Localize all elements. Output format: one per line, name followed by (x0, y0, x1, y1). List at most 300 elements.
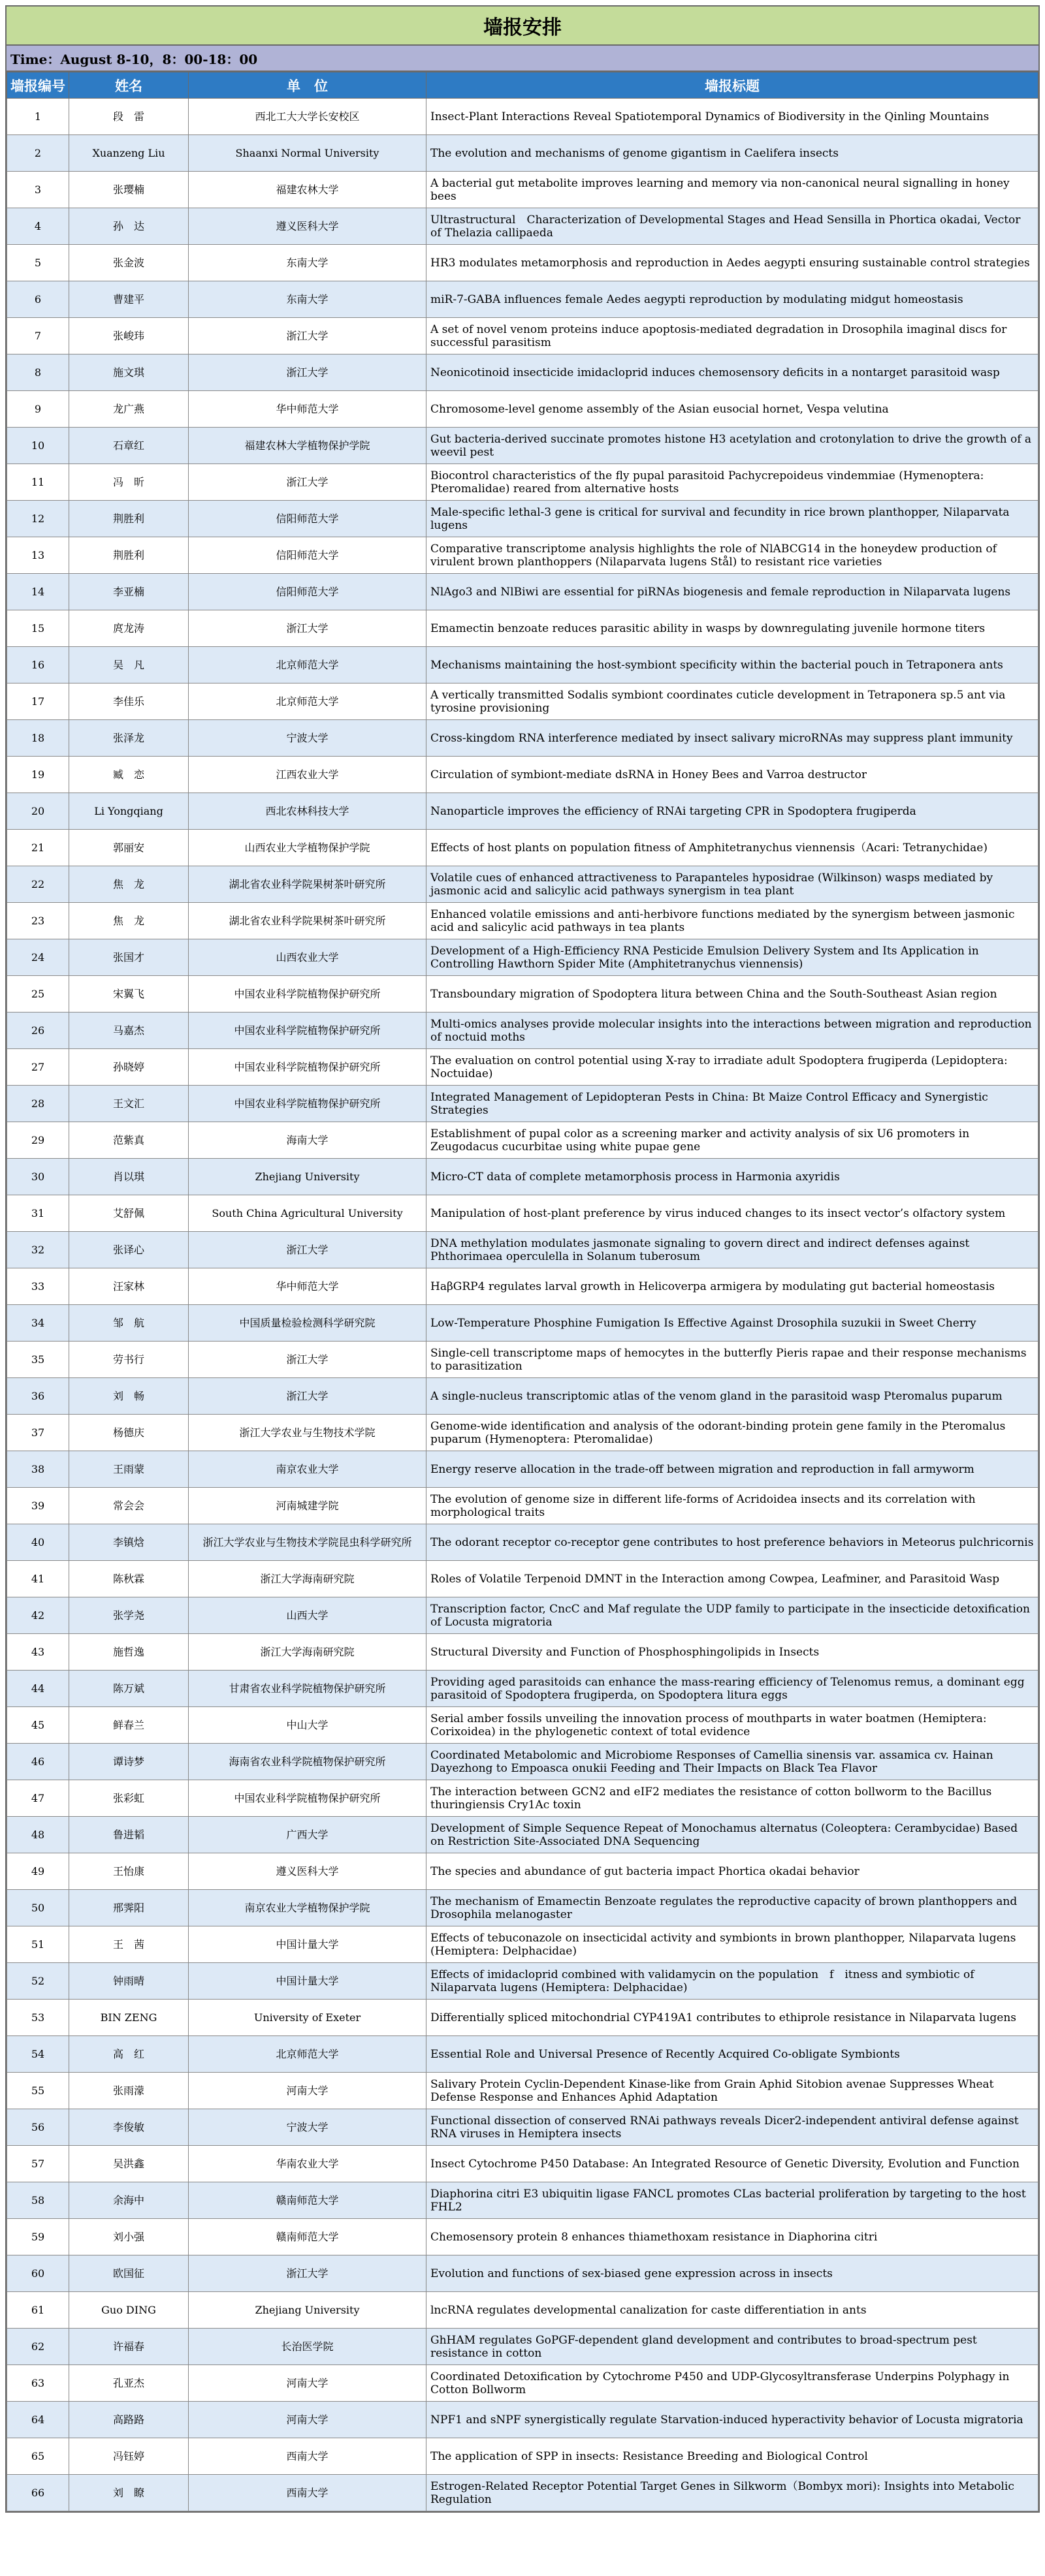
poster-title-cell: Development of a High-Efficiency RNA Pesticide Emulsion Delivery System and Its Application in Controlling Hawthorn Spider Mite (Amphitetranychus viennensis) (426, 939, 1038, 976)
institution-cell: 华中师范大学 (189, 1268, 426, 1305)
institution-cell: 长治医学院 (189, 2329, 426, 2365)
poster-number-cell: 23 (7, 903, 69, 939)
presenter-name-cell: 庹龙涛 (69, 610, 189, 647)
poster-title-cell: Effects of host plants on population fitness of Amphitetranychus viennensis（Acari: Tetranychidae) (426, 830, 1038, 866)
poster-title-cell: The species and abundance of gut bacteria impact Phortica okadai behavior (426, 1853, 1038, 1890)
presenter-name-cell: 施哲逸 (69, 1634, 189, 1671)
presenter-name-cell: 杨德庆 (69, 1415, 189, 1451)
institution-cell: 江西农业大学 (189, 757, 426, 793)
table-row (7, 610, 1038, 647)
institution-cell: 西北农林科技大学 (189, 793, 426, 830)
institution-cell: 浙江大学 (189, 610, 426, 647)
presenter-name-cell: 焦 龙 (69, 866, 189, 903)
poster-title-cell: Nanoparticle improves the efficiency of RNAi targeting CPR in Spodoptera frugiperda (426, 793, 1038, 830)
presenter-name-cell: 冯钰婷 (69, 2438, 189, 2475)
poster-title-cell: HR3 modulates metamorphosis and reproduction in Aedes aegypti ensuring sustainable control strategies (426, 245, 1038, 281)
table-row (7, 1415, 1038, 1451)
table-row (7, 1159, 1038, 1195)
institution-cell: Shaanxi Normal University (189, 135, 426, 172)
table-row (7, 1122, 1038, 1159)
presenter-name-cell: 张译心 (69, 1232, 189, 1268)
presenter-name-cell: 范紫真 (69, 1122, 189, 1159)
poster-title-cell: A bacterial gut metabolite improves learning and memory via non-canonical neural signalling in honey bees (426, 172, 1038, 208)
table-row (7, 1378, 1038, 1415)
table-row (7, 1195, 1038, 1232)
poster-number-cell: 8 (7, 354, 69, 391)
poster-title-cell: NlAgo3 and NlBiwi are essential for piRNAs biogenesis and female reproduction in Nilaparvata lugens (426, 574, 1038, 610)
institution-cell: 中国计量大学 (189, 1926, 426, 1963)
institution-cell: 浙江大学海南研究院 (189, 1634, 426, 1671)
table-row (7, 1342, 1038, 1378)
table-body (7, 99, 1038, 2511)
table-row (7, 428, 1038, 464)
poster-number-cell: 20 (7, 793, 69, 830)
institution-cell: 山西大学 (189, 1597, 426, 1634)
presenter-name-cell: 段 雷 (69, 99, 189, 135)
institution-cell: 福建农林大学 (189, 172, 426, 208)
poster-title-cell: Structural Diversity and Function of Phosphosphingolipids in Insects (426, 1634, 1038, 1671)
presenter-name-cell: 汪家林 (69, 1268, 189, 1305)
time-info: Time：August 8-10，8：00-18：00 (7, 46, 1038, 72)
poster-number-cell: 34 (7, 1305, 69, 1342)
poster-title-cell: NPF1 and sNPF synergistically regulate Starvation-induced hyperactivity behavior of Locusta migratoria (426, 2402, 1038, 2438)
presenter-name-cell: 张国才 (69, 939, 189, 976)
presenter-name-cell: 孔亚杰 (69, 2365, 189, 2402)
presenter-name-cell: 石章红 (69, 428, 189, 464)
presenter-name-cell: 冯 昕 (69, 464, 189, 501)
header-name: 姓名 (69, 72, 189, 99)
presenter-name-cell: 张泽龙 (69, 720, 189, 757)
presenter-name-cell: 曹建平 (69, 281, 189, 318)
poster-title-cell: Development of Simple Sequence Repeat of Monochamus alternatus (Coleoptera: Cerambycidae) Based on Restriction Site-Associated DNA Sequencing (426, 1817, 1038, 1853)
table-row (7, 2365, 1038, 2402)
institution-cell: 海南大学 (189, 1122, 426, 1159)
presenter-name-cell: 余海中 (69, 2182, 189, 2219)
poster-number-cell: 63 (7, 2365, 69, 2402)
poster-title-cell: DNA methylation modulates jasmonate signaling to govern direct and indirect defenses against Phthorimaea operculella in Solanum tuberosum (426, 1232, 1038, 1268)
table-row (7, 1086, 1038, 1122)
poster-number-cell: 5 (7, 245, 69, 281)
poster-number-cell: 44 (7, 1671, 69, 1707)
poster-title-cell: Genome-wide identification and analysis of the odorant-binding protein gene family in the Pteromalus puparum (Hymenoptera: Pteromalidae) (426, 1415, 1038, 1451)
presenter-name-cell: Li Yongqiang (69, 793, 189, 830)
institution-cell: Zhejiang University (189, 2292, 426, 2329)
poster-title-cell: The mechanism of Emamectin Benzoate regulates the reproductive capacity of brown planthoppers and Drosophila melanogaster (426, 1890, 1038, 1926)
poster-number-cell: 3 (7, 172, 69, 208)
poster-number-cell: 13 (7, 537, 69, 574)
poster-title-cell: Circulation of symbiont-mediate dsRNA in Honey Bees and Varroa destructor (426, 757, 1038, 793)
poster-number-cell: 9 (7, 391, 69, 428)
presenter-name-cell: 李亚楠 (69, 574, 189, 610)
poster-title-cell: Roles of Volatile Terpenoid DMNT in the Interaction among Cowpea, Leafminer, and Parasitoid Wasp (426, 1561, 1038, 1597)
poster-number-cell: 50 (7, 1890, 69, 1926)
institution-cell: 河南大学 (189, 2402, 426, 2438)
presenter-name-cell: 吴洪鑫 (69, 2146, 189, 2182)
poster-title-cell: Single-cell transcriptome maps of hemocytes in the butterfly Pieris rapae and their response mechanisms to parasitization (426, 1342, 1038, 1378)
poster-number-cell: 52 (7, 1963, 69, 2000)
institution-cell: 湖北省农业科学院果树茶叶研究所 (189, 866, 426, 903)
table-row (7, 99, 1038, 135)
presenter-name-cell: 王 茜 (69, 1926, 189, 1963)
table-row (7, 1451, 1038, 1488)
institution-cell: 北京师范大学 (189, 647, 426, 683)
header-institution: 单 位 (189, 72, 426, 99)
presenter-name-cell: 艾舒佩 (69, 1195, 189, 1232)
poster-number-cell: 24 (7, 939, 69, 976)
table-row (7, 2475, 1038, 2511)
institution-cell: 信阳师范大学 (189, 501, 426, 537)
poster-number-cell: 49 (7, 1853, 69, 1890)
poster-number-cell: 65 (7, 2438, 69, 2475)
poster-title-cell: Salivary Protein Cyclin-Dependent Kinase-like from Grain Aphid Sitobion avenae Suppresses Wheat Defense Response and Enhances Aphid Adaptation (426, 2073, 1038, 2109)
institution-cell: Zhejiang University (189, 1159, 426, 1195)
poster-title-cell: Enhanced volatile emissions and anti-herbivore functions mediated by the synergism between jasmonic acid and salicylic acid pathways in tea plants (426, 903, 1038, 939)
poster-title-cell: Differentially spliced mitochondrial CYP419A1 contributes to ethiprole resistance in Nilaparvata lugens (426, 2000, 1038, 2036)
poster-number-cell: 12 (7, 501, 69, 537)
presenter-name-cell: 孙晓婷 (69, 1049, 189, 1086)
poster-number-cell: 33 (7, 1268, 69, 1305)
poster-title-cell: Gut bacteria-derived succinate promotes histone H3 acetylation and crotonylation to drive the growth of a weevil pest (426, 428, 1038, 464)
poster-number-cell: 27 (7, 1049, 69, 1086)
presenter-name-cell: 王文汇 (69, 1086, 189, 1122)
presenter-name-cell: 陈万斌 (69, 1671, 189, 1707)
poster-title-cell: Transcription factor, CncC and Maf regulate the UDP family to participate in the insecticide detoxification of Locusta migratoria (426, 1597, 1038, 1634)
table-row (7, 1232, 1038, 1268)
poster-title-cell: The interaction between GCN2 and eIF2 mediates the resistance of cotton bollworm to the Bacillus thuringiensis Cry1Ac toxin (426, 1780, 1038, 1817)
poster-title-cell: Coordinated Detoxification by Cytochrome P450 and UDP-Glycosyltransferase Underpins Polyphagy in Cotton Bollworm (426, 2365, 1038, 2402)
table-row (7, 2000, 1038, 2036)
poster-number-cell: 35 (7, 1342, 69, 1378)
institution-cell: 宁波大学 (189, 2109, 426, 2146)
poster-title-cell: HaβGRP4 regulates larval growth in Helicoverpa armigera by modulating gut bacterial homeostasis (426, 1268, 1038, 1305)
table-row (7, 281, 1038, 318)
table-row (7, 939, 1038, 976)
poster-number-cell: 51 (7, 1926, 69, 1963)
poster-number-cell: 6 (7, 281, 69, 318)
table-row (7, 2438, 1038, 2475)
institution-cell: 山西农业大学 (189, 939, 426, 976)
poster-number-cell: 17 (7, 683, 69, 720)
table-row (7, 757, 1038, 793)
poster-number-cell: 22 (7, 866, 69, 903)
table-row (7, 2402, 1038, 2438)
table-row (7, 2036, 1038, 2073)
table-row (7, 1561, 1038, 1597)
institution-cell: 南京农业大学 (189, 1451, 426, 1488)
presenter-name-cell: 高 红 (69, 2036, 189, 2073)
presenter-name-cell: 郭丽安 (69, 830, 189, 866)
institution-cell: 西南大学 (189, 2438, 426, 2475)
institution-cell: 南京农业大学植物保护学院 (189, 1890, 426, 1926)
table-row (7, 318, 1038, 354)
table-row (7, 1744, 1038, 1780)
table-row (7, 683, 1038, 720)
table-row (7, 2182, 1038, 2219)
table-row (7, 1853, 1038, 1890)
institution-cell: 浙江大学 (189, 1378, 426, 1415)
table-row (7, 903, 1038, 939)
poster-number-cell: 46 (7, 1744, 69, 1780)
presenter-name-cell: 邢霁阳 (69, 1890, 189, 1926)
table-row (7, 1049, 1038, 1086)
institution-cell: 山西农业大学植物保护学院 (189, 830, 426, 866)
table-row (7, 1597, 1038, 1634)
institution-cell: 赣南师范大学 (189, 2219, 426, 2255)
institution-cell: 河南大学 (189, 2073, 426, 2109)
institution-cell: 北京师范大学 (189, 2036, 426, 2073)
poster-title-cell: Cross-kingdom RNA interference mediated by insect salivary microRNAs may suppress plant immunity (426, 720, 1038, 757)
presenter-name-cell: 张雨濛 (69, 2073, 189, 2109)
table-row (7, 391, 1038, 428)
table-row (7, 1707, 1038, 1744)
poster-schedule (5, 5, 1040, 2513)
poster-title-cell: Male-specific lethal-3 gene is critical for survival and fecundity in rice brown planthopper, Nilaparvata lugens (426, 501, 1038, 537)
presenter-name-cell: 孙 达 (69, 208, 189, 245)
institution-cell: 甘肃省农业科学院植物保护研究所 (189, 1671, 426, 1707)
poster-number-cell: 55 (7, 2073, 69, 2109)
presenter-name-cell: 肖以琪 (69, 1159, 189, 1195)
table-row (7, 1963, 1038, 2000)
presenter-name-cell: Xuanzeng Liu (69, 135, 189, 172)
institution-cell: 广西大学 (189, 1817, 426, 1853)
poster-number-cell: 39 (7, 1488, 69, 1524)
poster-title-cell: Effects of tebuconazole on insecticidal activity and symbionts in brown planthopper, Nilaparvata lugens (Hemiptera: Delphacidae) (426, 1926, 1038, 1963)
table-row (7, 1268, 1038, 1305)
poster-title-cell: Serial amber fossils unveiling the innovation process of mouthparts in water boatmen (Hemiptera: Corixoidea) in the phylogenetic context of total evidence (426, 1707, 1038, 1744)
institution-cell: 中国农业科学院植物保护研究所 (189, 1049, 426, 1086)
poster-number-cell: 21 (7, 830, 69, 866)
institution-cell: South China Agricultural University (189, 1195, 426, 1232)
table-row (7, 1780, 1038, 1817)
poster-number-cell: 36 (7, 1378, 69, 1415)
table-row (7, 2255, 1038, 2292)
poster-number-cell: 64 (7, 2402, 69, 2438)
institution-cell: 浙江大学农业与生物技术学院 (189, 1415, 426, 1451)
poster-number-cell: 54 (7, 2036, 69, 2073)
presenter-name-cell: 王雨蒙 (69, 1451, 189, 1488)
poster-number-cell: 45 (7, 1707, 69, 1744)
presenter-name-cell: 谭诗梦 (69, 1744, 189, 1780)
poster-number-cell: 38 (7, 1451, 69, 1488)
presenter-name-cell: 钟雨晴 (69, 1963, 189, 2000)
institution-cell: 中国质量检验检测科学研究院 (189, 1305, 426, 1342)
presenter-name-cell: 李镇焓 (69, 1524, 189, 1561)
table-row (7, 464, 1038, 501)
poster-number-cell: 62 (7, 2329, 69, 2365)
institution-cell: 河南大学 (189, 2365, 426, 2402)
institution-cell: 西南大学 (189, 2475, 426, 2511)
institution-cell: 湖北省农业科学院果树茶叶研究所 (189, 903, 426, 939)
institution-cell: 浙江大学 (189, 318, 426, 354)
institution-cell: 中国计量大学 (189, 1963, 426, 2000)
poster-number-cell: 41 (7, 1561, 69, 1597)
poster-number-cell: 18 (7, 720, 69, 757)
poster-title-cell: Insect-Plant Interactions Reveal Spatiotemporal Dynamics of Biodiversity in the Qinling Mountains (426, 99, 1038, 135)
poster-number-cell: 40 (7, 1524, 69, 1561)
table-row (7, 2219, 1038, 2255)
table-row (7, 1671, 1038, 1707)
presenter-name-cell: 宋翼飞 (69, 976, 189, 1013)
presenter-name-cell: 龙广燕 (69, 391, 189, 428)
poster-title-cell: Effects of imidacloprid combined with validamycin on the population f itness and symbiotic of Nilaparvata lugens (Hemiptera: Delphacidae) (426, 1963, 1038, 2000)
institution-cell: 宁波大学 (189, 720, 426, 757)
institution-cell: 浙江大学 (189, 2255, 426, 2292)
table-header-row (7, 72, 1038, 99)
poster-title-cell: The evolution of genome size in different life-forms of Acridoidea insects and its correlation with morphological traits (426, 1488, 1038, 1524)
presenter-name-cell: 张金波 (69, 245, 189, 281)
poster-title-cell: The evolution and mechanisms of genome gigantism in Caelifera insects (426, 135, 1038, 172)
institution-cell: 海南省农业科学院植物保护研究所 (189, 1744, 426, 1780)
presenter-name-cell: 施文琪 (69, 354, 189, 391)
institution-cell: 中国农业科学院植物保护研究所 (189, 976, 426, 1013)
poster-title-cell: Neonicotinoid insecticide imidacloprid induces chemosensory deficits in a nontarget parasitoid wasp (426, 354, 1038, 391)
poster-title-cell: lncRNA regulates developmental canalization for caste differentiation in ants (426, 2292, 1038, 2329)
institution-cell: 东南大学 (189, 245, 426, 281)
poster-title-cell: Establishment of pupal color as a screening marker and activity analysis of six U6 promoters in Zeugodacus cucurbitae using white pupae gene (426, 1122, 1038, 1159)
institution-cell: 赣南师范大学 (189, 2182, 426, 2219)
poster-number-cell: 29 (7, 1122, 69, 1159)
poster-number-cell: 19 (7, 757, 69, 793)
presenter-name-cell: 臧 恋 (69, 757, 189, 793)
presenter-name-cell: 许福春 (69, 2329, 189, 2365)
poster-number-cell: 31 (7, 1195, 69, 1232)
poster-number-cell: 14 (7, 574, 69, 610)
poster-title-cell: A set of novel venom proteins induce apoptosis-mediated degradation in Drosophila imaginal discs for successful parasitism (426, 318, 1038, 354)
table-row (7, 830, 1038, 866)
poster-title-cell: GhHAM regulates GoPGF-dependent gland development and contributes to broad-spectrum pest resistance in cotton (426, 2329, 1038, 2365)
poster-number-cell: 28 (7, 1086, 69, 1122)
institution-cell: University of Exeter (189, 2000, 426, 2036)
table-row (7, 2109, 1038, 2146)
poster-title-cell: Ultrastructural Characterization of Developmental Stages and Head Sensilla in Phortica okadai, Vector of Thelazia callipaeda (426, 208, 1038, 245)
table-row (7, 866, 1038, 903)
poster-number-cell: 2 (7, 135, 69, 172)
poster-title-cell: Volatile cues of enhanced attractiveness to Parapanteles hyposidrae (Wilkinson) wasps mediated by jasmonic acid and salicylic acid pathways synergism in tea plant (426, 866, 1038, 903)
presenter-name-cell: BIN ZENG (69, 2000, 189, 2036)
presenter-name-cell: 鲜春兰 (69, 1707, 189, 1744)
poster-title-cell: Multi-omics analyses provide molecular insights into the interactions between migration and reproduction of noctuid moths (426, 1013, 1038, 1049)
institution-cell: 浙江大学农业与生物技术学院昆虫科学研究所 (189, 1524, 426, 1561)
institution-cell: 浙江大学 (189, 354, 426, 391)
page-title: 墙报安排 (7, 7, 1038, 46)
presenter-name-cell: 荆胜利 (69, 537, 189, 574)
poster-title-cell: The application of SPP in insects: Resistance Breeding and Biological Control (426, 2438, 1038, 2475)
table-row (7, 1890, 1038, 1926)
presenter-name-cell: 吴 凡 (69, 647, 189, 683)
institution-cell: 信阳师范大学 (189, 537, 426, 574)
institution-cell: 西北工大大学长安校区 (189, 99, 426, 135)
institution-cell: 中国农业科学院植物保护研究所 (189, 1780, 426, 1817)
institution-cell: 福建农林大学植物保护学院 (189, 428, 426, 464)
poster-title-cell: Providing aged parasitoids can enhance the mass-rearing efficiency of Telenomus remus, a dominant egg parasitoid of Spodoptera frugiperda, on Spodoptera litura eggs (426, 1671, 1038, 1707)
presenter-name-cell: 李俊敏 (69, 2109, 189, 2146)
poster-number-cell: 15 (7, 610, 69, 647)
table-row (7, 501, 1038, 537)
poster-table (7, 72, 1038, 2511)
presenter-name-cell: 张彩虹 (69, 1780, 189, 1817)
presenter-name-cell: 欧国征 (69, 2255, 189, 2292)
poster-title-cell: Manipulation of host-plant preference by virus induced changes to its insect vector’s olfactory system (426, 1195, 1038, 1232)
poster-number-cell: 7 (7, 318, 69, 354)
poster-title-cell: Integrated Management of Lepidopteran Pests in China: Bt Maize Control Efficacy and Synergistic Strategies (426, 1086, 1038, 1122)
presenter-name-cell: 焦 龙 (69, 903, 189, 939)
table-row (7, 1013, 1038, 1049)
presenter-name-cell: 张璎楠 (69, 172, 189, 208)
presenter-name-cell: 刘 瞭 (69, 2475, 189, 2511)
table-row (7, 208, 1038, 245)
poster-title-cell: The odorant receptor co-receptor gene contributes to host preference behaviors in Meteorus pulchricornis (426, 1524, 1038, 1561)
poster-title-cell: Coordinated Metabolomic and Microbiome Responses of Camellia sinensis var. assamica cv. Hainan Dayezhong to Empoasca onukii Feeding and Their Impacts on Black Tea Flavor (426, 1744, 1038, 1780)
poster-title-cell: Mechanisms maintaining the host-symbiont specificity within the bacterial pouch in Tetraponera ants (426, 647, 1038, 683)
poster-title-cell: Transboundary migration of Spodoptera litura between China and the South-Southeast Asian region (426, 976, 1038, 1013)
poster-number-cell: 10 (7, 428, 69, 464)
poster-title-cell: Low-Temperature Phosphine Fumigation Is Effective Against Drosophila suzukii in Sweet Cherry (426, 1305, 1038, 1342)
table-row (7, 1634, 1038, 1671)
poster-number-cell: 43 (7, 1634, 69, 1671)
poster-number-cell: 11 (7, 464, 69, 501)
poster-title-cell: miR-7-GABA influences female Aedes aegypti reproduction by modulating midgut homeostasis (426, 281, 1038, 318)
table-row (7, 1817, 1038, 1853)
poster-number-cell: 48 (7, 1817, 69, 1853)
presenter-name-cell: Guo DING (69, 2292, 189, 2329)
table-row (7, 2073, 1038, 2109)
table-row (7, 720, 1038, 757)
poster-title-cell: Chromosome-level genome assembly of the Asian eusocial hornet, Vespa velutina (426, 391, 1038, 428)
presenter-name-cell: 陈秋霖 (69, 1561, 189, 1597)
poster-title-cell: Diaphorina citri E3 ubiquitin ligase FANCL promotes CLas bacterial proliferation by targeting to the host FHL2 (426, 2182, 1038, 2219)
table-row (7, 2146, 1038, 2182)
table-row (7, 2329, 1038, 2365)
poster-title-cell: Chemosensory protein 8 enhances thiamethoxam resistance in Diaphorina citri (426, 2219, 1038, 2255)
table-row (7, 245, 1038, 281)
poster-number-cell: 16 (7, 647, 69, 683)
table-row (7, 1305, 1038, 1342)
poster-number-cell: 47 (7, 1780, 69, 1817)
institution-cell: 北京师范大学 (189, 683, 426, 720)
table-row (7, 354, 1038, 391)
poster-number-cell: 1 (7, 99, 69, 135)
institution-cell: 浙江大学 (189, 464, 426, 501)
table-row (7, 1926, 1038, 1963)
institution-cell: 中国农业科学院植物保护研究所 (189, 1013, 426, 1049)
table-row (7, 793, 1038, 830)
poster-number-cell: 4 (7, 208, 69, 245)
institution-cell: 河南城建学院 (189, 1488, 426, 1524)
poster-title-cell: Functional dissection of conserved RNAi pathways reveals Dicer2-independent antiviral defense against RNA viruses in Hemiptera insects (426, 2109, 1038, 2146)
institution-cell: 浙江大学海南研究院 (189, 1561, 426, 1597)
poster-title-cell: Micro-CT data of complete metamorphosis process in Harmonia axyridis (426, 1159, 1038, 1195)
presenter-name-cell: 高路路 (69, 2402, 189, 2438)
institution-cell: 遵义医科大学 (189, 208, 426, 245)
header-poster-number: 墙报编号 (7, 72, 69, 99)
header-poster-title: 墙报标题 (426, 72, 1038, 99)
table-row (7, 537, 1038, 574)
presenter-name-cell: 荆胜利 (69, 501, 189, 537)
poster-number-cell: 37 (7, 1415, 69, 1451)
presenter-name-cell: 邹 航 (69, 1305, 189, 1342)
poster-number-cell: 66 (7, 2475, 69, 2511)
institution-cell: 信阳师范大学 (189, 574, 426, 610)
table-row (7, 1524, 1038, 1561)
table-row (7, 574, 1038, 610)
poster-title-cell: Emamectin benzoate reduces parasitic ability in wasps by downregulating juvenile hormone titers (426, 610, 1038, 647)
poster-number-cell: 30 (7, 1159, 69, 1195)
poster-title-cell: Comparative transcriptome analysis highlights the role of NlABCG14 in the honeydew production of virulent brown planthoppers (Nilaparvata lugens Stål) to resistant rice varieties (426, 537, 1038, 574)
poster-title-cell: A single-nucleus transcriptomic atlas of the venom gland in the parasitoid wasp Pteromalus puparum (426, 1378, 1038, 1415)
poster-title-cell: The evaluation on control potential using X-ray to irradiate adult Spodoptera frugiperda (Lepidoptera: Noctuidae) (426, 1049, 1038, 1086)
institution-cell: 华南农业大学 (189, 2146, 426, 2182)
poster-title-cell: Estrogen-Related Receptor Potential Target Genes in Silkworm（Bombyx mori): Insights into Metabolic Regulation (426, 2475, 1038, 2511)
